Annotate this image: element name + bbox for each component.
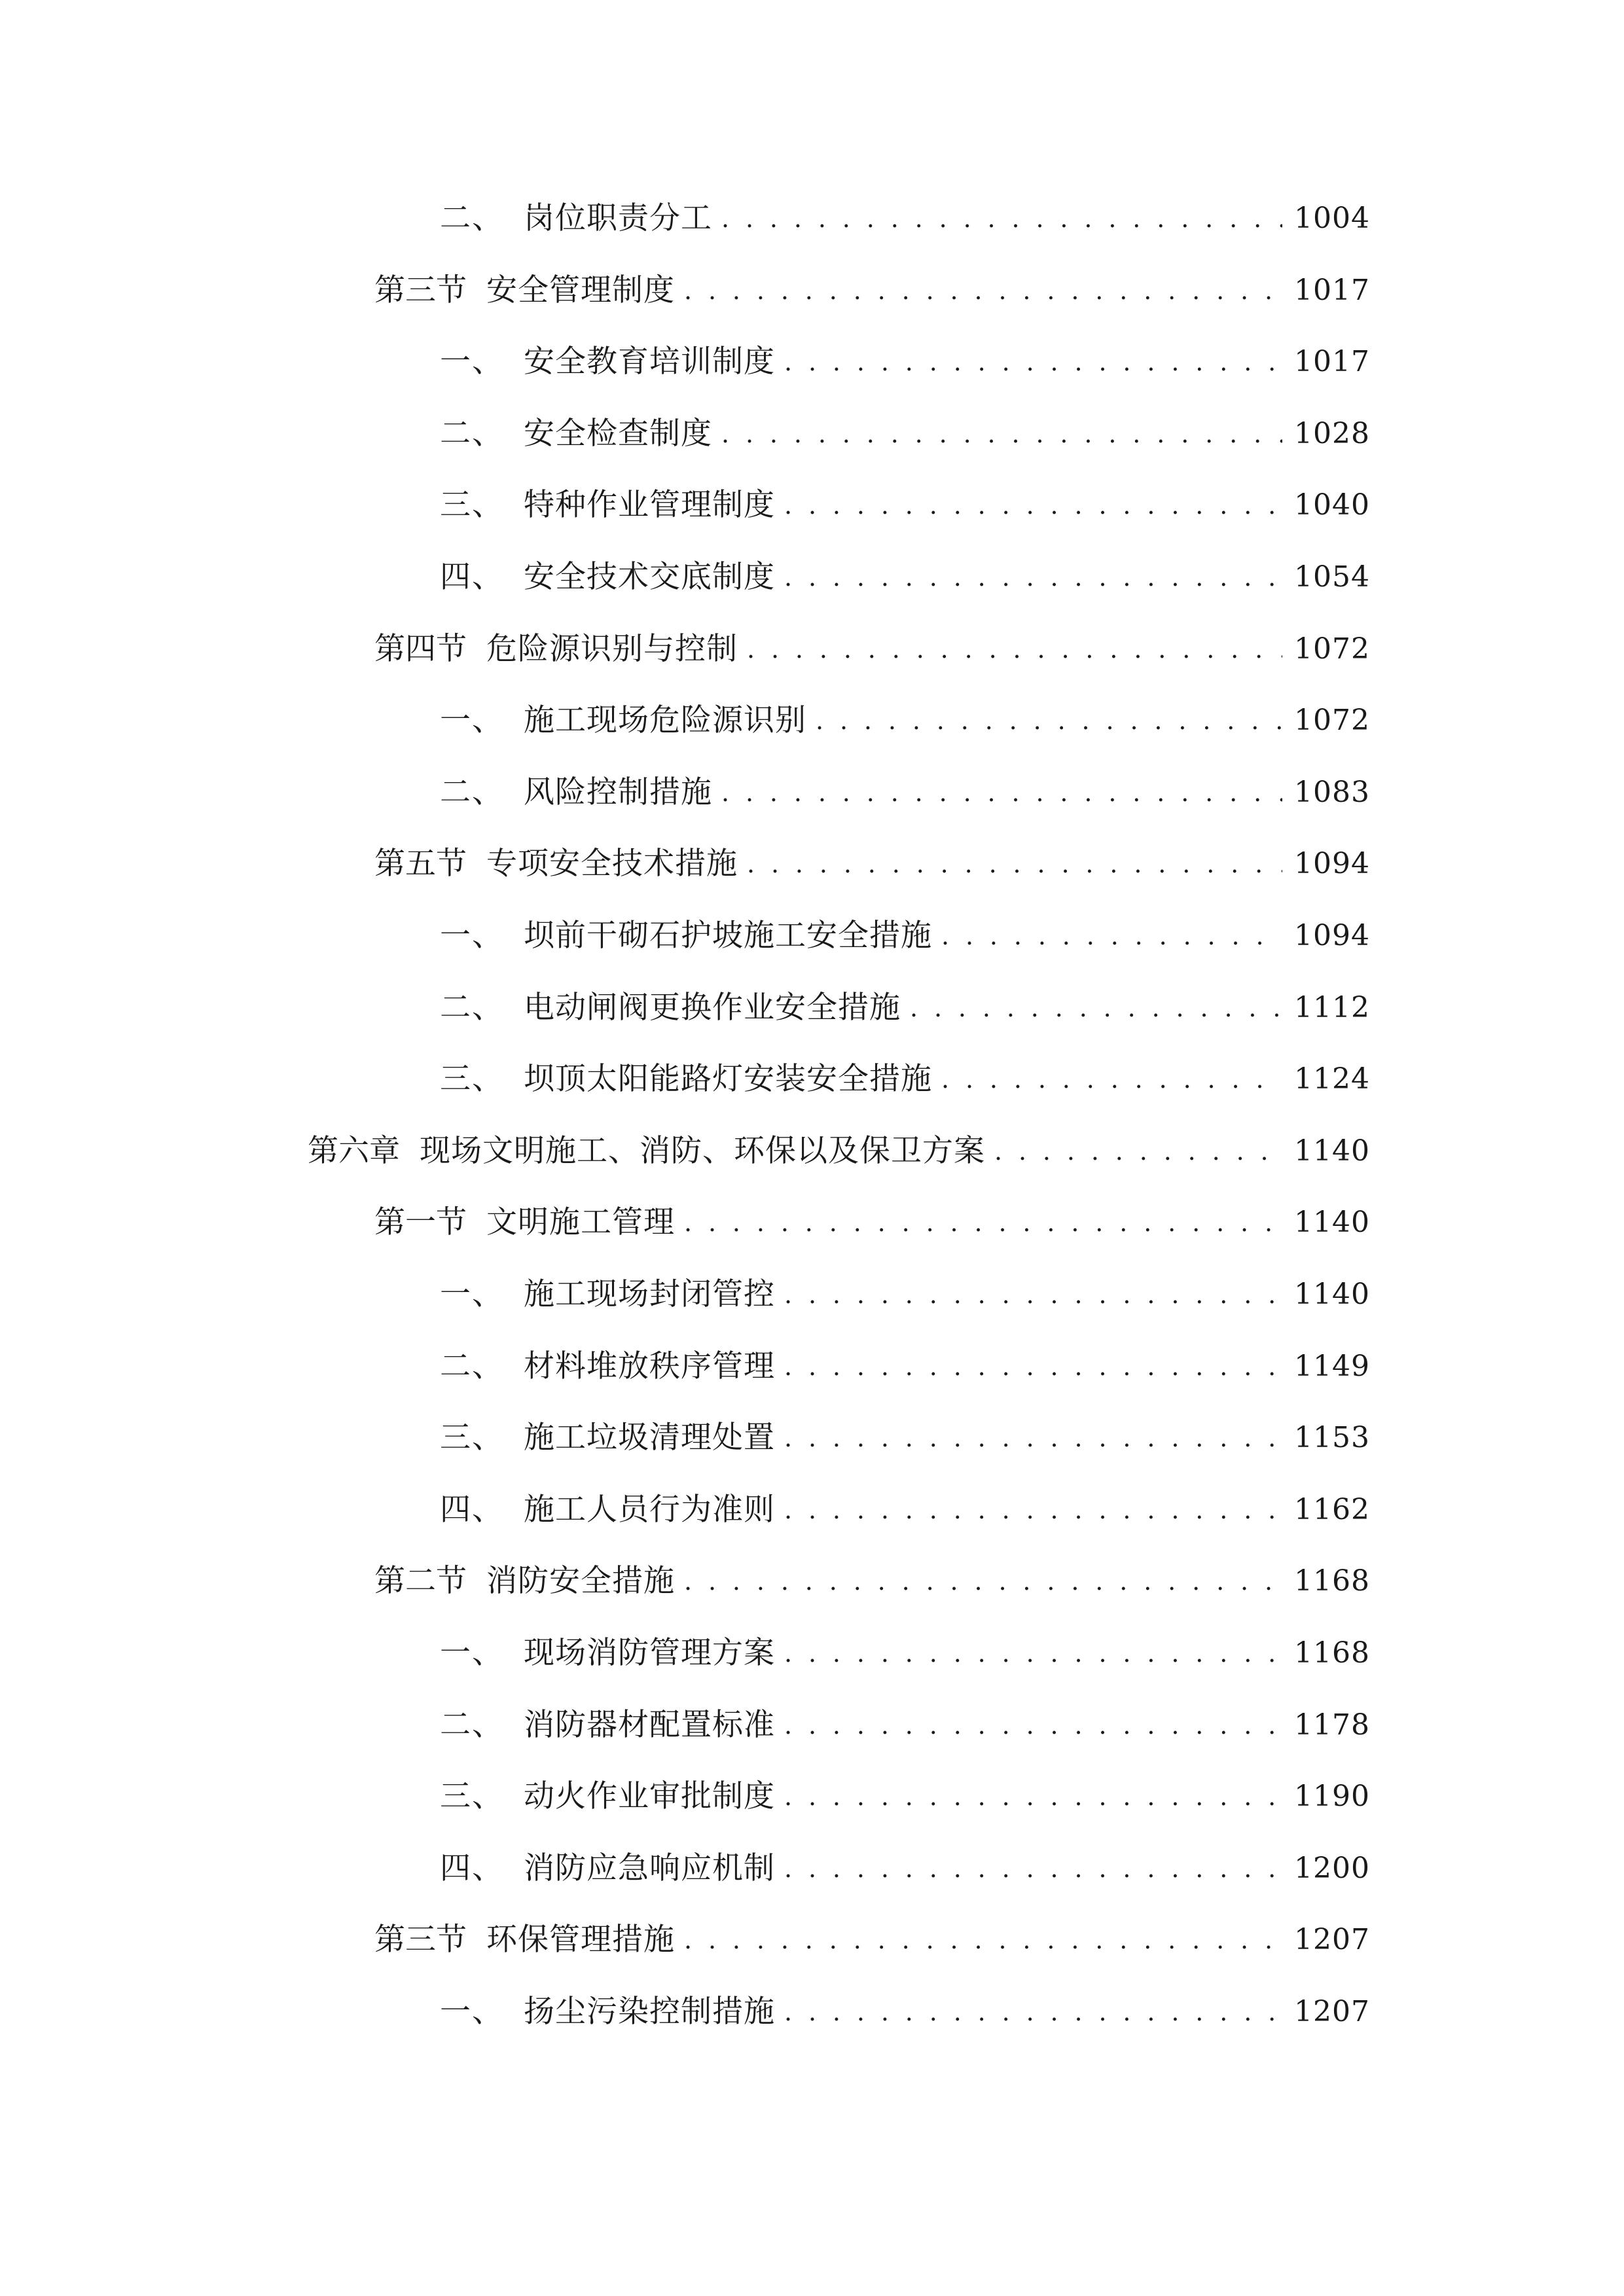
toc-entry[interactable] [0,912,1370,960]
toc-entry-number: 四、 [440,1492,504,1528]
toc-dot-leader [721,769,1282,816]
toc-entry[interactable] [0,1916,1370,1964]
toc-entry[interactable] [0,1414,1370,1462]
toc-entry-number: 第二节 [374,1563,467,1599]
toc-dot-leader [721,195,1282,242]
toc-entry[interactable] [0,840,1370,888]
toc-entry-page-number: 1028 [1294,417,1370,450]
toc-entry[interactable] [0,554,1370,601]
toc-dot-leader [747,626,1282,673]
toc-entry-number: 三、 [440,1778,504,1814]
toc-entry-title: 坝前干砌石护坡施工安全措施 [524,918,932,954]
toc-entry-number: 二、 [440,1707,504,1743]
toc-entry-title: 环保管理措施 [486,1922,675,1958]
toc-dot-leader [684,267,1282,314]
toc-entry[interactable] [0,1343,1370,1390]
toc-dot-leader [784,1630,1282,1677]
toc-entry-page-number: 1072 [1294,704,1370,737]
toc-entry[interactable] [0,1630,1370,1677]
toc-entry-title: 材料堆放秩序管理 [524,1348,775,1384]
toc-entry-page-number: 1017 [1294,345,1370,378]
toc-entry-page-number: 1207 [1294,1923,1370,1956]
toc-entry[interactable] [0,1845,1370,1892]
toc-dot-leader [684,1199,1282,1246]
toc-entry-title: 坝顶太阳能路灯安装安全措施 [524,1061,932,1097]
toc-entry-title: 施工人员行为准则 [524,1492,775,1528]
toc-dot-leader [684,1916,1282,1964]
toc-entry[interactable] [0,769,1370,816]
toc-entry-title: 安全教育培训制度 [524,344,775,380]
toc-entry[interactable] [0,195,1370,242]
toc-entry-page-number: 1054 [1294,560,1370,594]
toc-entry-page-number: 1168 [1294,1564,1370,1598]
toc-entry-title: 现场文明施工、消防、环保以及保卫方案 [420,1133,985,1169]
toc-entry-page-number: 1094 [1294,919,1370,952]
toc-entry[interactable] [0,410,1370,457]
toc-entry-page-number: 1140 [1294,1206,1370,1239]
toc-dot-leader [784,1702,1282,1749]
toc-entry[interactable] [0,1271,1370,1318]
toc-dot-leader [910,984,1282,1031]
toc-entry-title: 电动闸阀更换作业安全措施 [524,990,901,1026]
toc-dot-leader [784,1988,1282,2036]
toc-entry-page-number: 1094 [1294,847,1370,880]
toc-entry-number: 三、 [440,1420,504,1456]
toc-entry[interactable] [0,1486,1370,1534]
toc-entry-page-number: 1083 [1294,776,1370,809]
toc-entry-page-number: 1207 [1294,1995,1370,2028]
toc-entry[interactable] [0,338,1370,386]
toc-entry-page-number: 1178 [1294,1708,1370,1742]
toc-entry-number: 第三节 [374,1922,467,1958]
toc-entry-page-number: 1072 [1294,632,1370,666]
toc-entry-title: 动火作业审批制度 [524,1778,775,1814]
toc-entry-number: 一、 [440,918,504,954]
toc-entry-number: 一、 [440,1994,504,2030]
toc-entry-title: 危险源识别与控制 [486,631,738,667]
toc-entry-number: 第三节 [374,272,467,308]
toc-entry-title: 风险控制措施 [524,774,712,810]
toc-entry[interactable] [0,482,1370,529]
toc-dot-leader [784,554,1282,601]
toc-entry-number: 一、 [440,344,504,380]
toc-entry[interactable] [0,267,1370,314]
toc-dot-leader [784,1486,1282,1534]
toc-entry-title: 消防安全措施 [486,1563,675,1599]
toc-entry-page-number: 1200 [1294,1852,1370,1885]
toc-entry-title: 施工现场封闭管控 [524,1276,775,1312]
toc-entry-page-number: 1140 [1294,1278,1370,1311]
toc-entry-title: 岗位职责分工 [524,200,712,236]
toc-entry[interactable] [0,1056,1370,1103]
toc-entry-title: 施工现场危险源识别 [524,702,806,738]
toc-entry[interactable] [0,1702,1370,1749]
toc-entry-number: 三、 [440,487,504,523]
toc-entry-page-number: 1140 [1294,1134,1370,1168]
toc-entry-page-number: 1004 [1294,202,1370,235]
toc-dot-leader [941,1056,1282,1103]
toc-entry-number: 一、 [440,702,504,738]
toc-dot-leader [684,1558,1282,1605]
toc-entry-page-number: 1124 [1294,1062,1370,1096]
toc-entry-page-number: 1040 [1294,488,1370,522]
toc-entry-page-number: 1162 [1294,1493,1370,1526]
toc-dot-leader [784,1414,1282,1462]
toc-entry-number: 二、 [440,774,504,810]
toc-entry-number: 第一节 [374,1204,467,1240]
toc-entry-number: 一、 [440,1276,504,1312]
toc-entry-page-number: 1017 [1294,274,1370,307]
toc-entry-page-number: 1168 [1294,1636,1370,1670]
toc-dot-leader [747,840,1282,888]
toc-entry-title: 扬尘污染控制措施 [524,1994,775,2030]
toc-entry[interactable] [0,1558,1370,1605]
toc-entry-title: 专项安全技术措施 [486,846,738,882]
toc-entry-page-number: 1190 [1294,1780,1370,1813]
toc-entry-number: 第五节 [374,846,467,882]
toc-entry[interactable] [0,1988,1370,2036]
toc-entry[interactable] [0,626,1370,673]
toc-entry-number: 二、 [440,200,504,236]
toc-dot-leader [816,697,1282,744]
toc-entry-title: 施工垃圾清理处置 [524,1420,775,1456]
toc-entry-number: 二、 [440,1348,504,1384]
toc-entry-title: 特种作业管理制度 [524,487,775,523]
toc-dot-leader [784,1845,1282,1892]
toc-entry-title: 文明施工管理 [486,1204,675,1240]
toc-entry-number: 二、 [440,990,504,1026]
toc-dot-leader [784,1343,1282,1390]
toc-entry-page-number: 1112 [1294,991,1370,1024]
toc-entry[interactable] [0,984,1370,1031]
toc-entry-number: 二、 [440,416,504,452]
toc-dot-leader [784,1773,1282,1820]
toc-entry-title: 现场消防管理方案 [524,1635,775,1671]
toc-dot-leader [784,482,1282,529]
toc-entry[interactable] [0,1128,1370,1175]
toc-dot-leader [721,410,1282,457]
toc-dot-leader [941,912,1282,960]
toc-dot-leader [784,338,1282,386]
toc-entry-number: 四、 [440,559,504,595]
toc-entry-page-number: 1153 [1294,1421,1370,1454]
toc-entry-title: 安全技术交底制度 [524,559,775,595]
toc-entry[interactable] [0,1773,1370,1820]
toc-entry-title: 安全检查制度 [524,416,712,452]
toc-entry-number: 三、 [440,1061,504,1097]
toc-dot-leader [994,1128,1282,1175]
toc-entry-title: 消防应急响应机制 [524,1850,775,1886]
toc-entry[interactable] [0,1199,1370,1246]
toc-entry-number: 一、 [440,1635,504,1671]
toc-entry-title: 安全管理制度 [486,272,675,308]
toc-entry-number: 第四节 [374,631,467,667]
toc-entry[interactable] [0,697,1370,744]
toc-entry-page-number: 1149 [1294,1350,1370,1383]
toc-entry-number: 第六章 [308,1133,400,1169]
toc-entry-number: 四、 [440,1850,504,1886]
toc-dot-leader [784,1271,1282,1318]
toc-entry-title: 消防器材配置标准 [524,1707,775,1743]
